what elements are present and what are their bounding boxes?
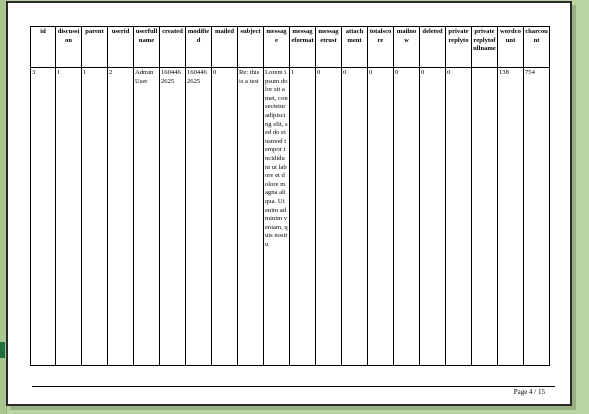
cell-wordcount: 138 — [498, 68, 524, 366]
cell-selection-marker — [0, 342, 5, 358]
cell-subject: Re: this is a test — [238, 68, 264, 366]
cell-attachment: 0 — [342, 68, 368, 366]
header-row — [31, 27, 550, 68]
cell-mailnow: 0 — [394, 68, 420, 366]
col-header-attachment: attachment — [342, 27, 368, 68]
cell-privatereplyto: 0 — [446, 68, 472, 366]
cell-totalscore: 0 — [368, 68, 394, 366]
print-preview-page — [6, 1, 572, 406]
col-header-mailnow: mailnow — [394, 27, 420, 68]
col-header-charcount: charcount — [524, 27, 550, 68]
page-number: Page 4 / 15 — [513, 388, 545, 396]
col-header-discussion: discussion — [56, 27, 82, 68]
cell-privatereplytofullname — [472, 68, 498, 366]
col-header-deleted: deleted — [420, 27, 446, 68]
col-header-mailed: mailed — [212, 27, 238, 68]
records-table — [30, 26, 550, 366]
cell-mailed: 0 — [212, 68, 238, 366]
cell-userid: 2 — [108, 68, 134, 366]
table-row — [31, 68, 550, 366]
cell-userfullname: Admin User — [134, 68, 160, 366]
col-header-messagetrust: messagetrust — [316, 27, 342, 68]
cell-modified: 1604462625 — [186, 68, 212, 366]
cell-deleted: 0 — [420, 68, 446, 366]
footer-divider — [32, 386, 555, 387]
cell-id: 3 — [31, 68, 56, 366]
col-header-privatereplyto: privatereplyto — [446, 27, 472, 68]
col-header-modified: modified — [186, 27, 212, 68]
col-header-totalscore: totalscore — [368, 27, 394, 68]
col-header-id: id — [31, 27, 56, 68]
cell-message: Lorem ipsum dolor sit amet, consectetur adipiscing elit, sed do eiusmod tempor incididunt ut labore et dolore magna aliqua. Ut enim ad minim veniam, quis nostru — [264, 68, 290, 366]
col-header-privatereplytofullname: privatereplytofullname — [472, 27, 498, 68]
col-header-wordcount: wordcount — [498, 27, 524, 68]
col-header-parent: parent — [82, 27, 108, 68]
cell-charcount: 754 — [524, 68, 550, 366]
col-header-created: created — [160, 27, 186, 68]
col-header-subject: subject — [238, 27, 264, 68]
col-header-userid: userid — [108, 27, 134, 68]
cell-messageformat: 1 — [290, 68, 316, 366]
cell-discussion: 1 — [56, 68, 82, 366]
cell-parent: 1 — [82, 68, 108, 366]
col-header-message: message — [264, 27, 290, 68]
cell-messagetrust: 0 — [316, 68, 342, 366]
col-header-userfullname: userfullname — [134, 27, 160, 68]
cell-created: 1604462625 — [160, 68, 186, 366]
col-header-messageformat: messageformat — [290, 27, 316, 68]
